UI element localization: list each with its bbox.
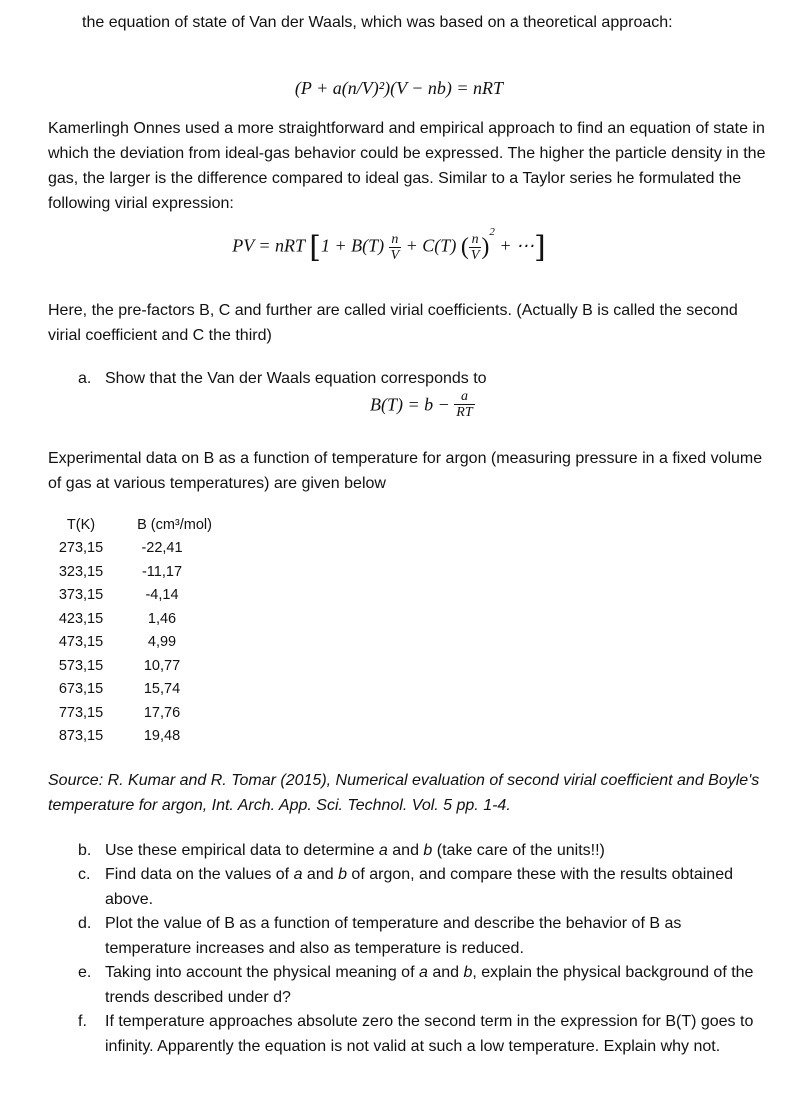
right-paren: ) [481, 234, 490, 260]
left-paren: ( [460, 234, 469, 260]
question-label: a. [78, 370, 92, 387]
table-row [50, 725, 212, 749]
virial-equation [0, 225, 788, 265]
question-text-part: and [302, 866, 339, 883]
question-text-part: a [418, 964, 428, 981]
table-row [50, 631, 212, 655]
question-text-part: , explain the physical background of the trends described under d? [105, 964, 754, 1006]
table-row [50, 584, 212, 608]
question-text: Show that the Van der Waals equation corresponds to [105, 370, 487, 387]
b-value-cell: 10,77 [143, 657, 181, 674]
b-of-t-lhs: B(T) = b − [370, 394, 450, 415]
experimental-intro: Experimental data on B as a function of temperature for argon (measuring pressure in a fixed volume of gas at various temperatures) are given below [48, 450, 763, 492]
table-header-row [50, 513, 212, 537]
virial-tail: + ⋯ [499, 235, 535, 256]
question-text [105, 960, 765, 1010]
virial-lhs: PV = nRT [232, 235, 305, 256]
table-row [50, 654, 212, 678]
temperature-cell: 873,15 [58, 728, 104, 745]
question-text-part: Use these empirical data to determine [105, 842, 379, 859]
temperature-cell: 373,15 [58, 587, 104, 604]
question-label: c. [78, 866, 91, 883]
virial-note: Here, the pre-factors B, C and further are called virial coefficients. (Actually B is called the second virial coefficient and C the third) [48, 302, 738, 344]
b-value-cell: -4,14 [145, 587, 179, 604]
question-text: Plot the value of B as a function of temperature and describe the behavior of B as temperature increases and also as temperature is reduced. [105, 915, 682, 957]
fraction-denominator: RT [456, 405, 473, 420]
virial-data-table [50, 513, 212, 748]
fraction-numerator: n [391, 231, 399, 247]
temperature-cell: 573,15 [58, 657, 104, 674]
question-text-part: of argon, and compare these with the results obtained above. [105, 866, 733, 908]
onnes-paragraph: Kamerlingh Onnes used a more straightforward and empirical approach to find an equation of state in which the deviation from ideal-gas behavior could be expressed. The higher the particle density in the gas, the larger is the difference compared to ideal gas. Similar to a Taylor series he formulated the following virial expression: [48, 120, 766, 212]
virial-one-plus-b: 1 + B(T) [320, 235, 385, 256]
source-citation: Source: R. Kumar and R. Tomar (2015), Numerical evaluation of second virial coefficient and Boyle's temperature for argon, Int. Arch. App. Sci. Technol. Vol. 5 pp. 1-4. [48, 772, 760, 814]
question-text-part: b [338, 866, 347, 883]
b-value-cell: 15,74 [143, 681, 181, 698]
exponent: 2 [489, 225, 495, 238]
question-label: e. [78, 964, 92, 981]
fraction-numerator: n [471, 231, 479, 247]
question-text: If temperature approaches absolute zero the second term in the expression for B(T) goes to infinity. Apparently the equation is not valid at such a low temperature. Explain why not. [105, 1013, 754, 1055]
table-row [50, 537, 212, 561]
question-text-part: and [387, 842, 424, 859]
right-bracket: ] [534, 230, 546, 265]
b-value-cell: 17,76 [143, 704, 181, 721]
b-of-t-equation [370, 390, 475, 420]
table-row [50, 607, 212, 631]
virial-plus-c: + C(T) [405, 235, 457, 256]
n-over-v-fraction-squared [469, 233, 482, 263]
temperature-cell: 773,15 [58, 704, 104, 721]
fraction-numerator: a [460, 389, 468, 404]
temperature-cell: 273,15 [58, 540, 104, 557]
b-value-cell: -11,17 [141, 563, 183, 580]
table-row [50, 678, 212, 702]
vdw-equation: (P + a(n/V)²)(V − nb) = nRT [294, 78, 504, 98]
question-text-part: (take care of the units!!) [432, 842, 605, 859]
question-text-part: b [463, 964, 473, 981]
question-text-part: a [378, 842, 388, 859]
b-value-cell: 4,99 [147, 634, 177, 651]
question-text-part: and [427, 964, 464, 981]
b-value-cell: 1,46 [147, 610, 177, 627]
header-b-coefficient: B (cm³/mol) [137, 516, 212, 533]
question-text-part: Taking into account the physical meaning of [105, 964, 419, 981]
a-over-rt-fraction [454, 390, 474, 420]
temperature-cell: 323,15 [58, 563, 104, 580]
temperature-cell: 423,15 [58, 610, 104, 627]
question-text-part: b [423, 842, 433, 859]
b-value-cell: -22,41 [141, 540, 183, 557]
question-label: d. [78, 915, 92, 932]
question-text [105, 838, 765, 863]
table-row [50, 560, 212, 584]
question-text-part: Find data on the values of [105, 866, 294, 883]
temperature-cell: 673,15 [58, 681, 104, 698]
b-value-cell: 19,48 [143, 728, 181, 745]
table-row [50, 701, 212, 725]
n-over-v-fraction [389, 233, 402, 263]
intro-line: the equation of state of Van der Waals, which was based on a theoretical approach: [82, 14, 673, 31]
question-label: f. [78, 1013, 87, 1030]
header-temperature: T(K) [66, 516, 96, 533]
fraction-denominator: V [470, 247, 480, 263]
temperature-cell: 473,15 [58, 634, 104, 651]
question-text [105, 862, 765, 912]
left-bracket: [ [309, 230, 321, 265]
fraction-denominator: V [390, 247, 400, 263]
question-text-part: a [293, 866, 303, 883]
question-label: b. [78, 842, 92, 859]
